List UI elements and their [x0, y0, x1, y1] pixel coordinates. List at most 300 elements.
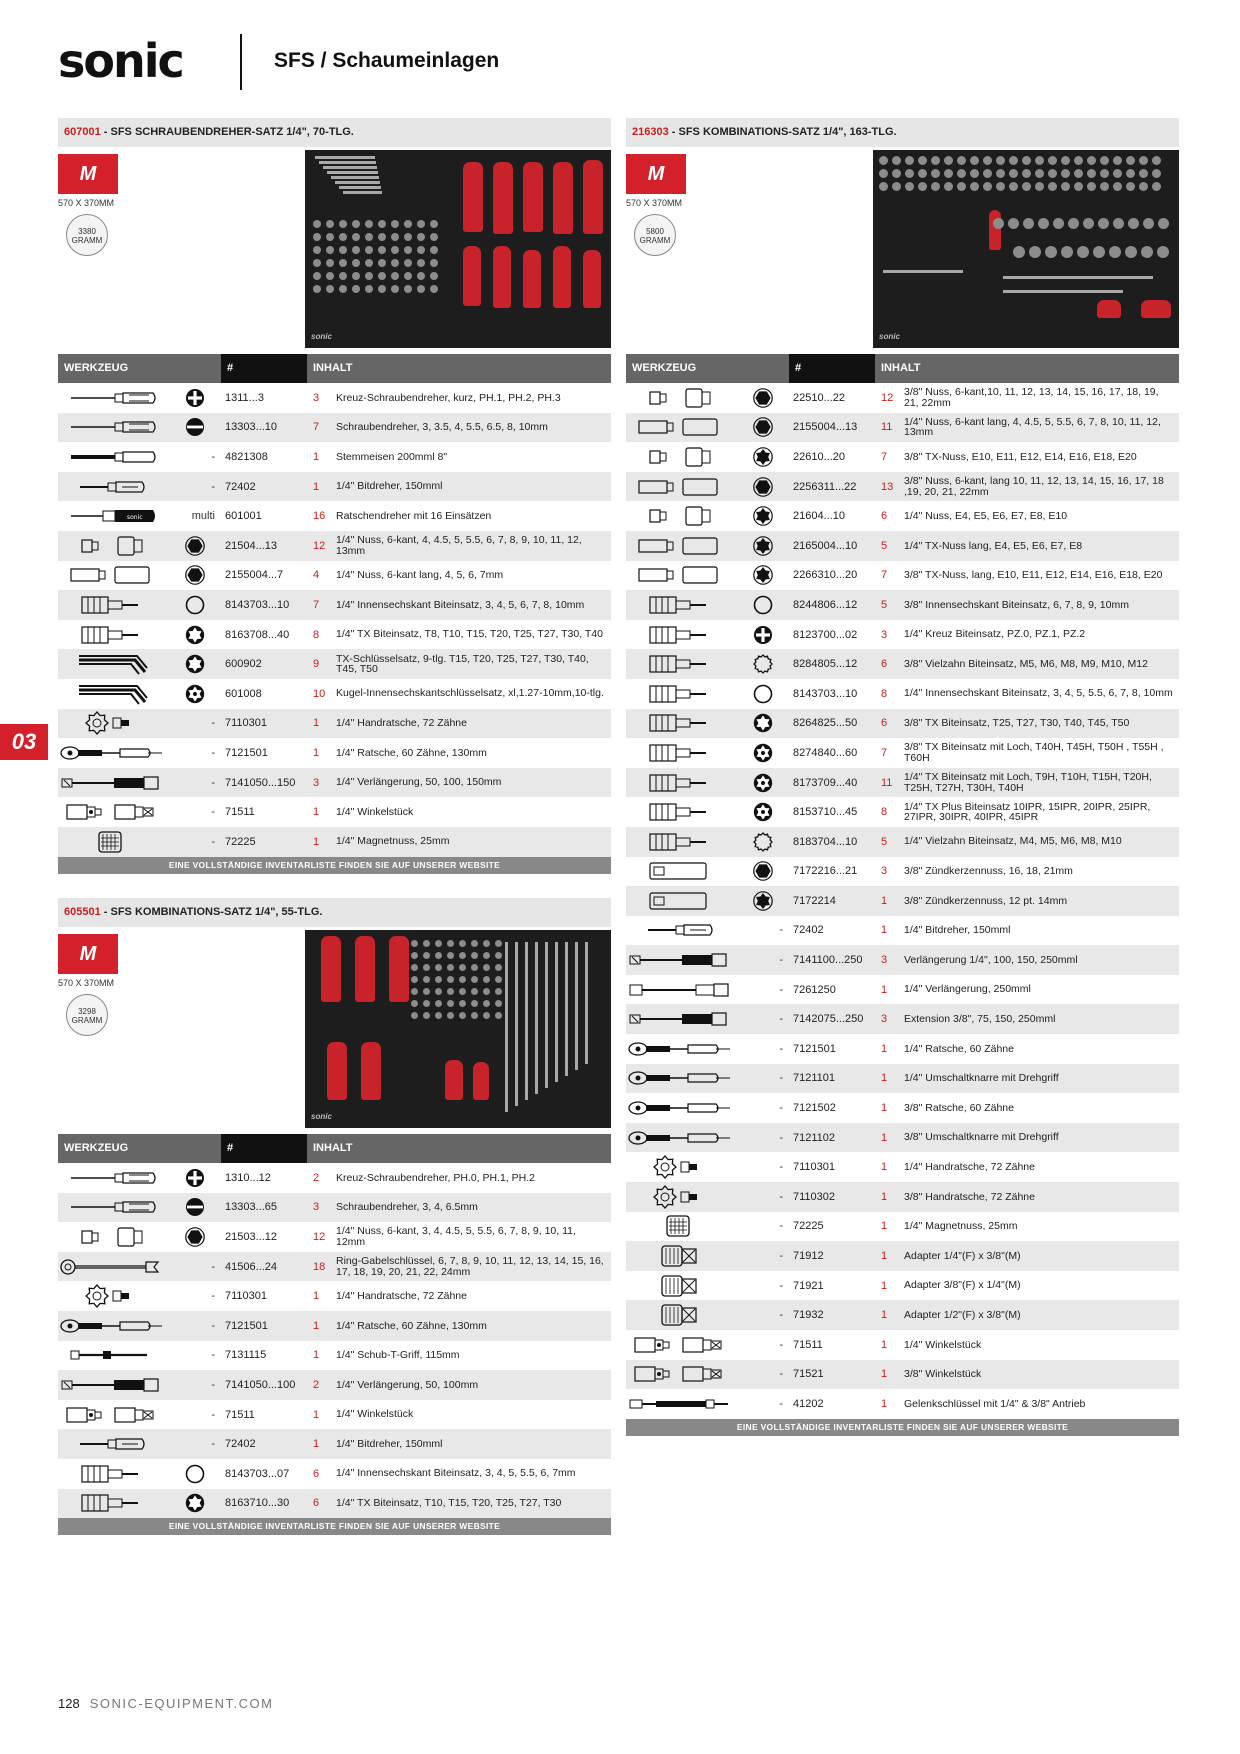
quantity: 8 — [881, 806, 888, 819]
table-row[interactable] — [626, 561, 1179, 591]
quantity: 16 — [313, 510, 326, 523]
bit-socket-icon — [626, 709, 736, 739]
quantity: 6 — [881, 658, 888, 671]
handratchet-icon — [626, 1182, 736, 1212]
article-number[interactable]: 21503...12 — [225, 1230, 277, 1243]
chisel-icon — [58, 442, 168, 472]
extension-icon — [626, 945, 736, 975]
article-number[interactable]: 8123700...02 — [793, 628, 858, 641]
article-number[interactable]: 71511 — [793, 1338, 823, 1351]
article-number[interactable]: 8244806...12 — [793, 598, 858, 611]
table-row[interactable] — [626, 501, 1179, 531]
article-number[interactable]: 41506...24 — [225, 1260, 277, 1273]
table-row[interactable] — [626, 531, 1179, 561]
table-row[interactable] — [626, 886, 1179, 916]
table-row[interactable] — [58, 1193, 611, 1223]
bit-socket-icon — [626, 590, 736, 620]
col-tool: WERKZEUG — [626, 354, 789, 383]
description: 1/4" Winkelstück — [904, 1338, 982, 1351]
article-number[interactable]: 21604...10 — [793, 510, 845, 523]
quantity: 11 — [881, 776, 893, 789]
table-row[interactable] — [626, 1212, 1179, 1242]
table-row[interactable] — [626, 413, 1179, 443]
article-number[interactable]: 2155004...13 — [793, 421, 858, 434]
table-row[interactable] — [58, 1400, 611, 1430]
article-number[interactable]: 41202 — [793, 1397, 824, 1410]
inventory-notice[interactable]: EINE VOLLSTÄNDIGE INVENTARLISTE FINDEN SIE AUF UNSERER WEBSITE — [58, 1518, 611, 1535]
quantity: 1 — [881, 1397, 888, 1410]
description: Gelenkschlüssel mit 1/4" & 3/8" Antrieb — [904, 1397, 1086, 1410]
article-number[interactable]: 601008 — [225, 687, 262, 700]
hex-profile-icon — [736, 413, 789, 443]
ujoint-icon — [58, 1400, 168, 1430]
quantity: 10 — [313, 687, 326, 700]
socket-long-icon — [626, 413, 736, 443]
description: 3/8" Nuss, 6-kant,10, 11, 12, 13, 14, 15, 16, 17, 18, 19, 21, 22mm — [904, 386, 1159, 409]
adapter-icon — [626, 1300, 736, 1330]
profile-label: - — [211, 717, 215, 730]
table-row[interactable] — [626, 1004, 1179, 1034]
table-header — [58, 1134, 611, 1163]
ratchet-driver-icon — [58, 501, 168, 531]
ratchet-icon — [626, 1064, 736, 1094]
article-number[interactable]: 72225 — [793, 1220, 824, 1233]
table-row[interactable] — [626, 945, 1179, 975]
description: Ring-Gabelschlüssel, 6, 7, 8, 9, 10, 11, 12, 13, 14, 15, 16, 17, 18, 19, 20, 21, 22, 24mm — [336, 1255, 604, 1278]
description: 1/4" Schub-T-Griff, 115mm — [336, 1349, 460, 1362]
profile-label: - — [211, 1438, 215, 1451]
article-code[interactable]: 605501 — [64, 906, 101, 918]
quantity: 1 — [313, 1349, 320, 1362]
bitdriver-icon — [626, 916, 736, 946]
quantity: 4 — [313, 569, 320, 582]
table-row[interactable] — [626, 827, 1179, 857]
article-number[interactable]: 2165004...10 — [793, 539, 858, 552]
article-number[interactable]: 4821308 — [225, 450, 268, 463]
handratchet-icon — [58, 1281, 168, 1311]
bit-socket-icon — [58, 590, 168, 620]
sockets-icon — [58, 531, 168, 561]
quantity: 12 — [313, 1230, 326, 1243]
description: 3/8" TX-Nuss, lang, E10, E11, E12, E14, E16, E18, E20 — [904, 569, 1163, 582]
profile-label: - — [779, 1309, 783, 1322]
star-hole-profile-icon — [168, 679, 221, 709]
quantity: 8 — [313, 628, 320, 641]
description: 3/8" Umschaltknarre mit Drehgriff — [904, 1131, 1059, 1144]
article-number[interactable]: 7121101 — [793, 1072, 836, 1085]
profile-label: - — [211, 480, 215, 493]
extension-long-icon — [626, 975, 736, 1005]
ratchet-icon — [58, 1311, 168, 1341]
quantity: 1 — [881, 983, 888, 996]
article-number[interactable]: 7110301 — [225, 717, 268, 730]
article-number[interactable]: 8264825...50 — [793, 717, 858, 730]
star-hole-profile-icon — [736, 738, 789, 768]
quantity: 7 — [313, 421, 320, 434]
page-number: 128 — [58, 1696, 80, 1711]
article-number[interactable]: 7110301 — [225, 1290, 268, 1303]
table-row[interactable] — [58, 827, 611, 857]
description: 3/8" Handratsche, 72 Zähne — [904, 1190, 1035, 1203]
table-row[interactable] — [626, 472, 1179, 502]
article-number[interactable]: 22610...20 — [793, 450, 845, 463]
bit-socket-icon — [626, 649, 736, 679]
description: 3/8" Innensechskant Biteinsatz, 6, 7, 8, 9, 10mm — [904, 598, 1129, 611]
cross-profile-icon — [736, 620, 789, 650]
bitdriver-icon — [58, 1429, 168, 1459]
article-number[interactable]: 8183704...10 — [793, 835, 858, 848]
ujoint-icon — [58, 797, 168, 827]
quantity: 9 — [313, 658, 320, 671]
extension-icon — [58, 768, 168, 798]
article-number[interactable]: 72402 — [793, 924, 824, 937]
description: Stemmeisen 200mml 8" — [336, 450, 448, 463]
circle-profile-icon — [168, 1459, 221, 1489]
table-row[interactable] — [58, 679, 611, 709]
article-number[interactable]: 7172214 — [793, 894, 836, 907]
profile-label: - — [211, 746, 215, 759]
table-row[interactable] — [626, 1241, 1179, 1271]
quantity: 3 — [881, 954, 888, 967]
table-row[interactable] — [58, 561, 611, 591]
article-number[interactable]: 7110301 — [793, 1161, 836, 1174]
description: TX-Schlüsselsatz, 9-tlg. T15, T20, T25, T27, T30, T40, T45, T50 — [336, 652, 589, 676]
hex-profile-icon — [736, 383, 789, 413]
description: 1/4" Bitdreher, 150mml — [336, 480, 443, 493]
table-row[interactable] — [58, 472, 611, 502]
description: 1/4" Nuss, 6-kant, 4, 4.5, 5, 5.5, 6, 7, 8, 9, 10, 11, 12, 13mm — [336, 534, 582, 557]
tool-table — [58, 1134, 611, 1535]
bit-socket-icon — [58, 1459, 168, 1489]
article-number[interactable]: 22510...22 — [793, 391, 845, 404]
description: 3/8" Vielzahn Biteinsatz, M5, M6, M8, M9, M10, M12 — [904, 657, 1148, 670]
article-number[interactable]: 71521 — [793, 1368, 824, 1381]
quantity: 2 — [313, 1378, 320, 1391]
circle-profile-icon — [736, 679, 789, 709]
quantity: 1 — [313, 480, 320, 493]
table-row[interactable] — [58, 1311, 611, 1341]
article-number[interactable]: 21504...13 — [225, 539, 277, 552]
profile-label: - — [779, 1131, 783, 1144]
article-number[interactable]: 600902 — [225, 658, 262, 671]
ujoint-icon — [626, 1330, 736, 1360]
profile-label: - — [779, 1072, 783, 1085]
tbar-icon — [58, 1341, 168, 1371]
article-number[interactable]: 1310...12 — [225, 1171, 271, 1184]
article-number[interactable]: 8274840...60 — [793, 746, 858, 759]
article-number[interactable]: 8143703...10 — [225, 598, 290, 611]
table-row[interactable] — [58, 1222, 611, 1252]
description: 1/4" Ratsche, 60 Zähne, 130mm — [336, 1319, 487, 1332]
bit-socket-icon — [626, 797, 736, 827]
profile-label: - — [211, 1290, 215, 1303]
table-row[interactable] — [626, 916, 1179, 946]
profile-label: - — [779, 1279, 783, 1292]
circle-profile-icon — [168, 590, 221, 620]
size-badge: M — [58, 934, 118, 974]
table-row[interactable] — [58, 413, 611, 443]
quantity: 13 — [881, 480, 894, 493]
quantity: 1 — [881, 1220, 888, 1233]
bit-socket-icon — [58, 620, 168, 650]
profile-label: - — [779, 1250, 783, 1263]
profile-label: - — [779, 1397, 783, 1410]
table-row[interactable] — [58, 383, 611, 413]
cross-profile-icon — [168, 383, 221, 413]
article-number[interactable]: 71511 — [225, 806, 255, 819]
table-row[interactable] — [626, 1330, 1179, 1360]
table-row[interactable] — [626, 797, 1179, 827]
description: 1/4" TX Plus Biteinsatz 10IPR, 15IPR, 20IPR, 25IPR, 27IPR, 30IPR, 40IPR, 45IPR — [904, 800, 1151, 824]
article-number[interactable]: 7141100...250 — [793, 954, 863, 967]
spark-socket-icon — [626, 857, 736, 887]
profile-label: - — [779, 1368, 783, 1381]
table-row[interactable] — [626, 1360, 1179, 1390]
section-title: 605501 - SFS KOMBINATIONS-SATZ 1/4", 55-TLG. — [58, 898, 611, 927]
description: 1/4" Nuss, E4, E5, E6, E7, E8, E10 — [904, 509, 1068, 522]
quantity: 12 — [881, 391, 894, 404]
spline-profile-icon — [736, 827, 789, 857]
article-number[interactable]: 71932 — [793, 1309, 824, 1322]
star-profile-icon — [168, 1489, 221, 1519]
description: 1/4" Kreuz Biteinsatz, PZ.0, PZ.1, PZ.2 — [904, 628, 1086, 641]
table-row[interactable] — [58, 1163, 611, 1193]
table-row[interactable] — [58, 501, 611, 531]
article-number[interactable]: 72402 — [225, 1438, 256, 1451]
article-number[interactable]: 7110302 — [793, 1190, 836, 1203]
table-row[interactable] — [626, 620, 1179, 650]
star-profile-icon — [168, 649, 221, 679]
table-row[interactable] — [626, 1064, 1179, 1094]
description: Ratschendreher mit 16 Einsätzen — [336, 509, 492, 522]
article-number[interactable]: 7261250 — [793, 983, 836, 996]
table-row[interactable] — [58, 1252, 611, 1282]
hex-profile-icon — [168, 1222, 221, 1252]
article-number[interactable]: 7131115 — [225, 1349, 267, 1362]
sockets-icon — [626, 383, 736, 413]
article-number[interactable]: 7141050...150 — [225, 776, 296, 789]
adapter-icon — [626, 1271, 736, 1301]
article-number[interactable]: 72402 — [225, 480, 256, 493]
table-row[interactable] — [58, 531, 611, 561]
keys-icon — [58, 649, 168, 679]
article-number[interactable]: 7172216...21 — [793, 865, 858, 878]
svg-text:sonic: sonic — [127, 514, 143, 522]
article-code[interactable]: 607001 — [64, 126, 101, 138]
table-row[interactable] — [58, 1341, 611, 1371]
quantity: 5 — [881, 539, 888, 552]
article-number[interactable]: 8153710...45 — [793, 806, 858, 819]
table-row[interactable] — [626, 1152, 1179, 1182]
article-number[interactable]: 7121501 — [225, 1319, 268, 1332]
slot-profile-icon — [168, 1193, 221, 1223]
table-row[interactable] — [626, 738, 1179, 768]
inventory-notice[interactable]: EINE VOLLSTÄNDIGE INVENTARLISTE FINDEN SIE AUF UNSERER WEBSITE — [626, 1419, 1179, 1436]
article-number[interactable]: 2266310...20 — [793, 569, 858, 582]
article-number[interactable]: 8284805...12 — [793, 658, 858, 671]
profile-label: - — [211, 1378, 215, 1391]
description: 1/4" Verlängerung, 250mml — [904, 983, 1031, 996]
description: Kreuz-Schraubendreher, PH.0, PH.1, PH.2 — [336, 1171, 536, 1184]
article-number[interactable]: 7121502 — [793, 1102, 836, 1115]
quantity: 1 — [881, 1131, 888, 1144]
article-number[interactable]: 1311...3 — [225, 391, 264, 404]
col-tool: WERKZEUG — [58, 354, 221, 383]
chapter-tab[interactable]: 03 — [0, 724, 48, 760]
col-content: INHALT — [875, 354, 1179, 383]
quantity: 1 — [313, 1319, 320, 1332]
profile-label: - — [779, 1102, 783, 1115]
article-number[interactable]: 7142075...250 — [793, 1013, 864, 1026]
header-divider — [240, 34, 242, 90]
description: 1/4" TX Biteinsatz, T10, T15, T20, T25, T27, T30 — [336, 1497, 562, 1510]
profile-label: - — [211, 1408, 215, 1421]
article-number[interactable]: 72225 — [225, 835, 256, 848]
article-number[interactable]: 8143703...10 — [793, 687, 858, 700]
table-row[interactable] — [58, 590, 611, 620]
quantity: 3 — [313, 391, 320, 404]
quantity: 8 — [881, 687, 888, 700]
table-row[interactable] — [58, 768, 611, 798]
section-605501 — [58, 898, 611, 1538]
handratchet-icon — [58, 709, 168, 739]
dimensions-label: 570 X 370MM — [626, 198, 683, 208]
website-link[interactable]: SONIC-EQUIPMENT.COM — [89, 1696, 274, 1711]
torx-profile-icon — [736, 561, 789, 591]
section-title: 216303 - SFS KOMBINATIONS-SATZ 1/4", 163-TLG. — [626, 118, 1179, 147]
quantity: 7 — [881, 746, 888, 759]
profile-label: - — [211, 1260, 215, 1273]
profile-label: - — [779, 924, 783, 937]
table-row[interactable] — [626, 1271, 1179, 1301]
section-607001 — [58, 118, 611, 878]
article-number[interactable]: 71511 — [225, 1408, 255, 1421]
article-number[interactable]: 7121501 — [793, 1042, 836, 1055]
description: 3/8" TX Biteinsatz, T25, T27, T30, T40, T45, T50 — [904, 717, 1130, 730]
article-number[interactable]: 13303...10 — [225, 421, 277, 434]
description: Extension 3/8", 75, 150, 250mml — [904, 1013, 1056, 1026]
torx-profile-icon — [736, 531, 789, 561]
description: 1/4" Nuss, 6-kant lang, 4, 5, 6, 7mm — [336, 569, 504, 582]
description: 1/4" Handratsche, 72 Zähne — [336, 717, 467, 730]
quantity: 3 — [881, 865, 888, 878]
table-row[interactable] — [58, 1459, 611, 1489]
article-number[interactable]: 8173709...40 — [793, 776, 858, 789]
bit-socket-icon — [626, 738, 736, 768]
table-row[interactable] — [626, 679, 1179, 709]
profile-label: - — [779, 954, 783, 967]
quantity: 1 — [313, 717, 320, 730]
table-row[interactable] — [626, 1182, 1179, 1212]
article-number[interactable]: 2256311...22 — [793, 480, 857, 493]
profile-label: - — [211, 1349, 215, 1362]
description: Adapter 3/8"(F) x 1/4"(M) — [904, 1279, 1021, 1292]
tool-table — [58, 354, 611, 874]
article-number[interactable]: 71912 — [793, 1250, 824, 1263]
inventory-notice[interactable]: EINE VOLLSTÄNDIGE INVENTARLISTE FINDEN SIE AUF UNSERER WEBSITE — [58, 857, 611, 874]
ratchet-icon — [626, 1034, 736, 1064]
extension-icon — [58, 1370, 168, 1400]
table-row[interactable] — [58, 1370, 611, 1400]
table-row[interactable] — [626, 442, 1179, 472]
table-row[interactable] — [58, 1281, 611, 1311]
description: 1/4" Nuss, 6-kant, 3, 4, 4.5, 5, 5.5, 6, 7, 8, 9, 10, 11, 12mm — [336, 1225, 576, 1248]
article-number[interactable]: 8163710...30 — [225, 1497, 290, 1510]
article-number[interactable]: 2155004...7 — [225, 569, 284, 582]
table-row[interactable] — [58, 1429, 611, 1459]
table-row[interactable] — [626, 709, 1179, 739]
article-code[interactable]: 216303 — [632, 126, 669, 138]
profile-label: multi — [191, 510, 215, 523]
table-row[interactable] — [58, 649, 611, 679]
table-row[interactable] — [58, 797, 611, 827]
table-row[interactable] — [626, 383, 1179, 413]
article-number[interactable]: 601001 — [225, 510, 262, 523]
table-row[interactable] — [626, 1389, 1179, 1419]
quantity: 7 — [881, 450, 888, 463]
table-row[interactable] — [626, 1123, 1179, 1153]
article-number[interactable]: 71921 — [793, 1279, 824, 1292]
quantity: 1 — [313, 746, 320, 759]
description: 3/8" TX-Nuss, E10, E11, E12, E14, E16, E18, E20 — [904, 450, 1137, 463]
torx-profile-icon — [736, 501, 789, 531]
quantity: 1 — [313, 1408, 320, 1421]
description: 1/4" TX Biteinsatz, T8, T10, T15, T20, T25, T27, T30, T40 — [336, 628, 603, 641]
screwdriver-icon — [58, 1193, 168, 1223]
table-row[interactable] — [626, 1300, 1179, 1330]
table-row[interactable] — [626, 1093, 1179, 1123]
article-number[interactable]: 7121102 — [793, 1131, 836, 1144]
article-number[interactable]: 7141050...100 — [225, 1378, 296, 1391]
quantity: 1 — [313, 1290, 320, 1303]
table-row[interactable] — [58, 738, 611, 768]
screwdriver-icon — [58, 413, 168, 443]
description: 1/4" Innensechskant Biteinsatz, 3, 4, 5, 6, 7, 8, 10mm — [336, 598, 585, 611]
article-number[interactable]: 8143703...07 — [225, 1467, 290, 1480]
weight-badge: 3380 GRAMM — [66, 214, 108, 256]
table-row[interactable] — [626, 975, 1179, 1005]
product-photo: sonic — [873, 150, 1179, 348]
bit-socket-icon — [626, 827, 736, 857]
article-number[interactable]: 7121501 — [225, 746, 268, 759]
table-row[interactable] — [58, 1489, 611, 1519]
table-row[interactable] — [626, 768, 1179, 798]
table-row[interactable] — [58, 620, 611, 650]
article-number[interactable]: 8163708...40 — [225, 628, 290, 641]
quantity: 1 — [881, 894, 888, 907]
table-row[interactable] — [58, 442, 611, 472]
bit-socket-icon — [626, 768, 736, 798]
table-row[interactable] — [626, 649, 1179, 679]
profile-label: - — [779, 1013, 783, 1026]
table-row[interactable] — [58, 709, 611, 739]
table-row[interactable] — [626, 590, 1179, 620]
sockets-icon — [58, 1222, 168, 1252]
table-row[interactable] — [626, 857, 1179, 887]
quantity: 1 — [313, 1438, 320, 1451]
description: 1/4" Umschaltknarre mit Drehgriff — [904, 1072, 1059, 1085]
hex-profile-icon — [736, 857, 789, 887]
star-profile-icon — [168, 620, 221, 650]
table-row[interactable] — [626, 1034, 1179, 1064]
description: 1/4" Vielzahn Biteinsatz, M4, M5, M6, M8, M10 — [904, 835, 1122, 848]
col-tool: WERKZEUG — [58, 1134, 221, 1163]
socket-long-icon — [626, 531, 736, 561]
article-number[interactable]: 13303...65 — [225, 1201, 277, 1214]
quantity: 6 — [313, 1467, 320, 1480]
quantity: 1 — [881, 1042, 888, 1055]
profile-label: - — [779, 1220, 783, 1233]
